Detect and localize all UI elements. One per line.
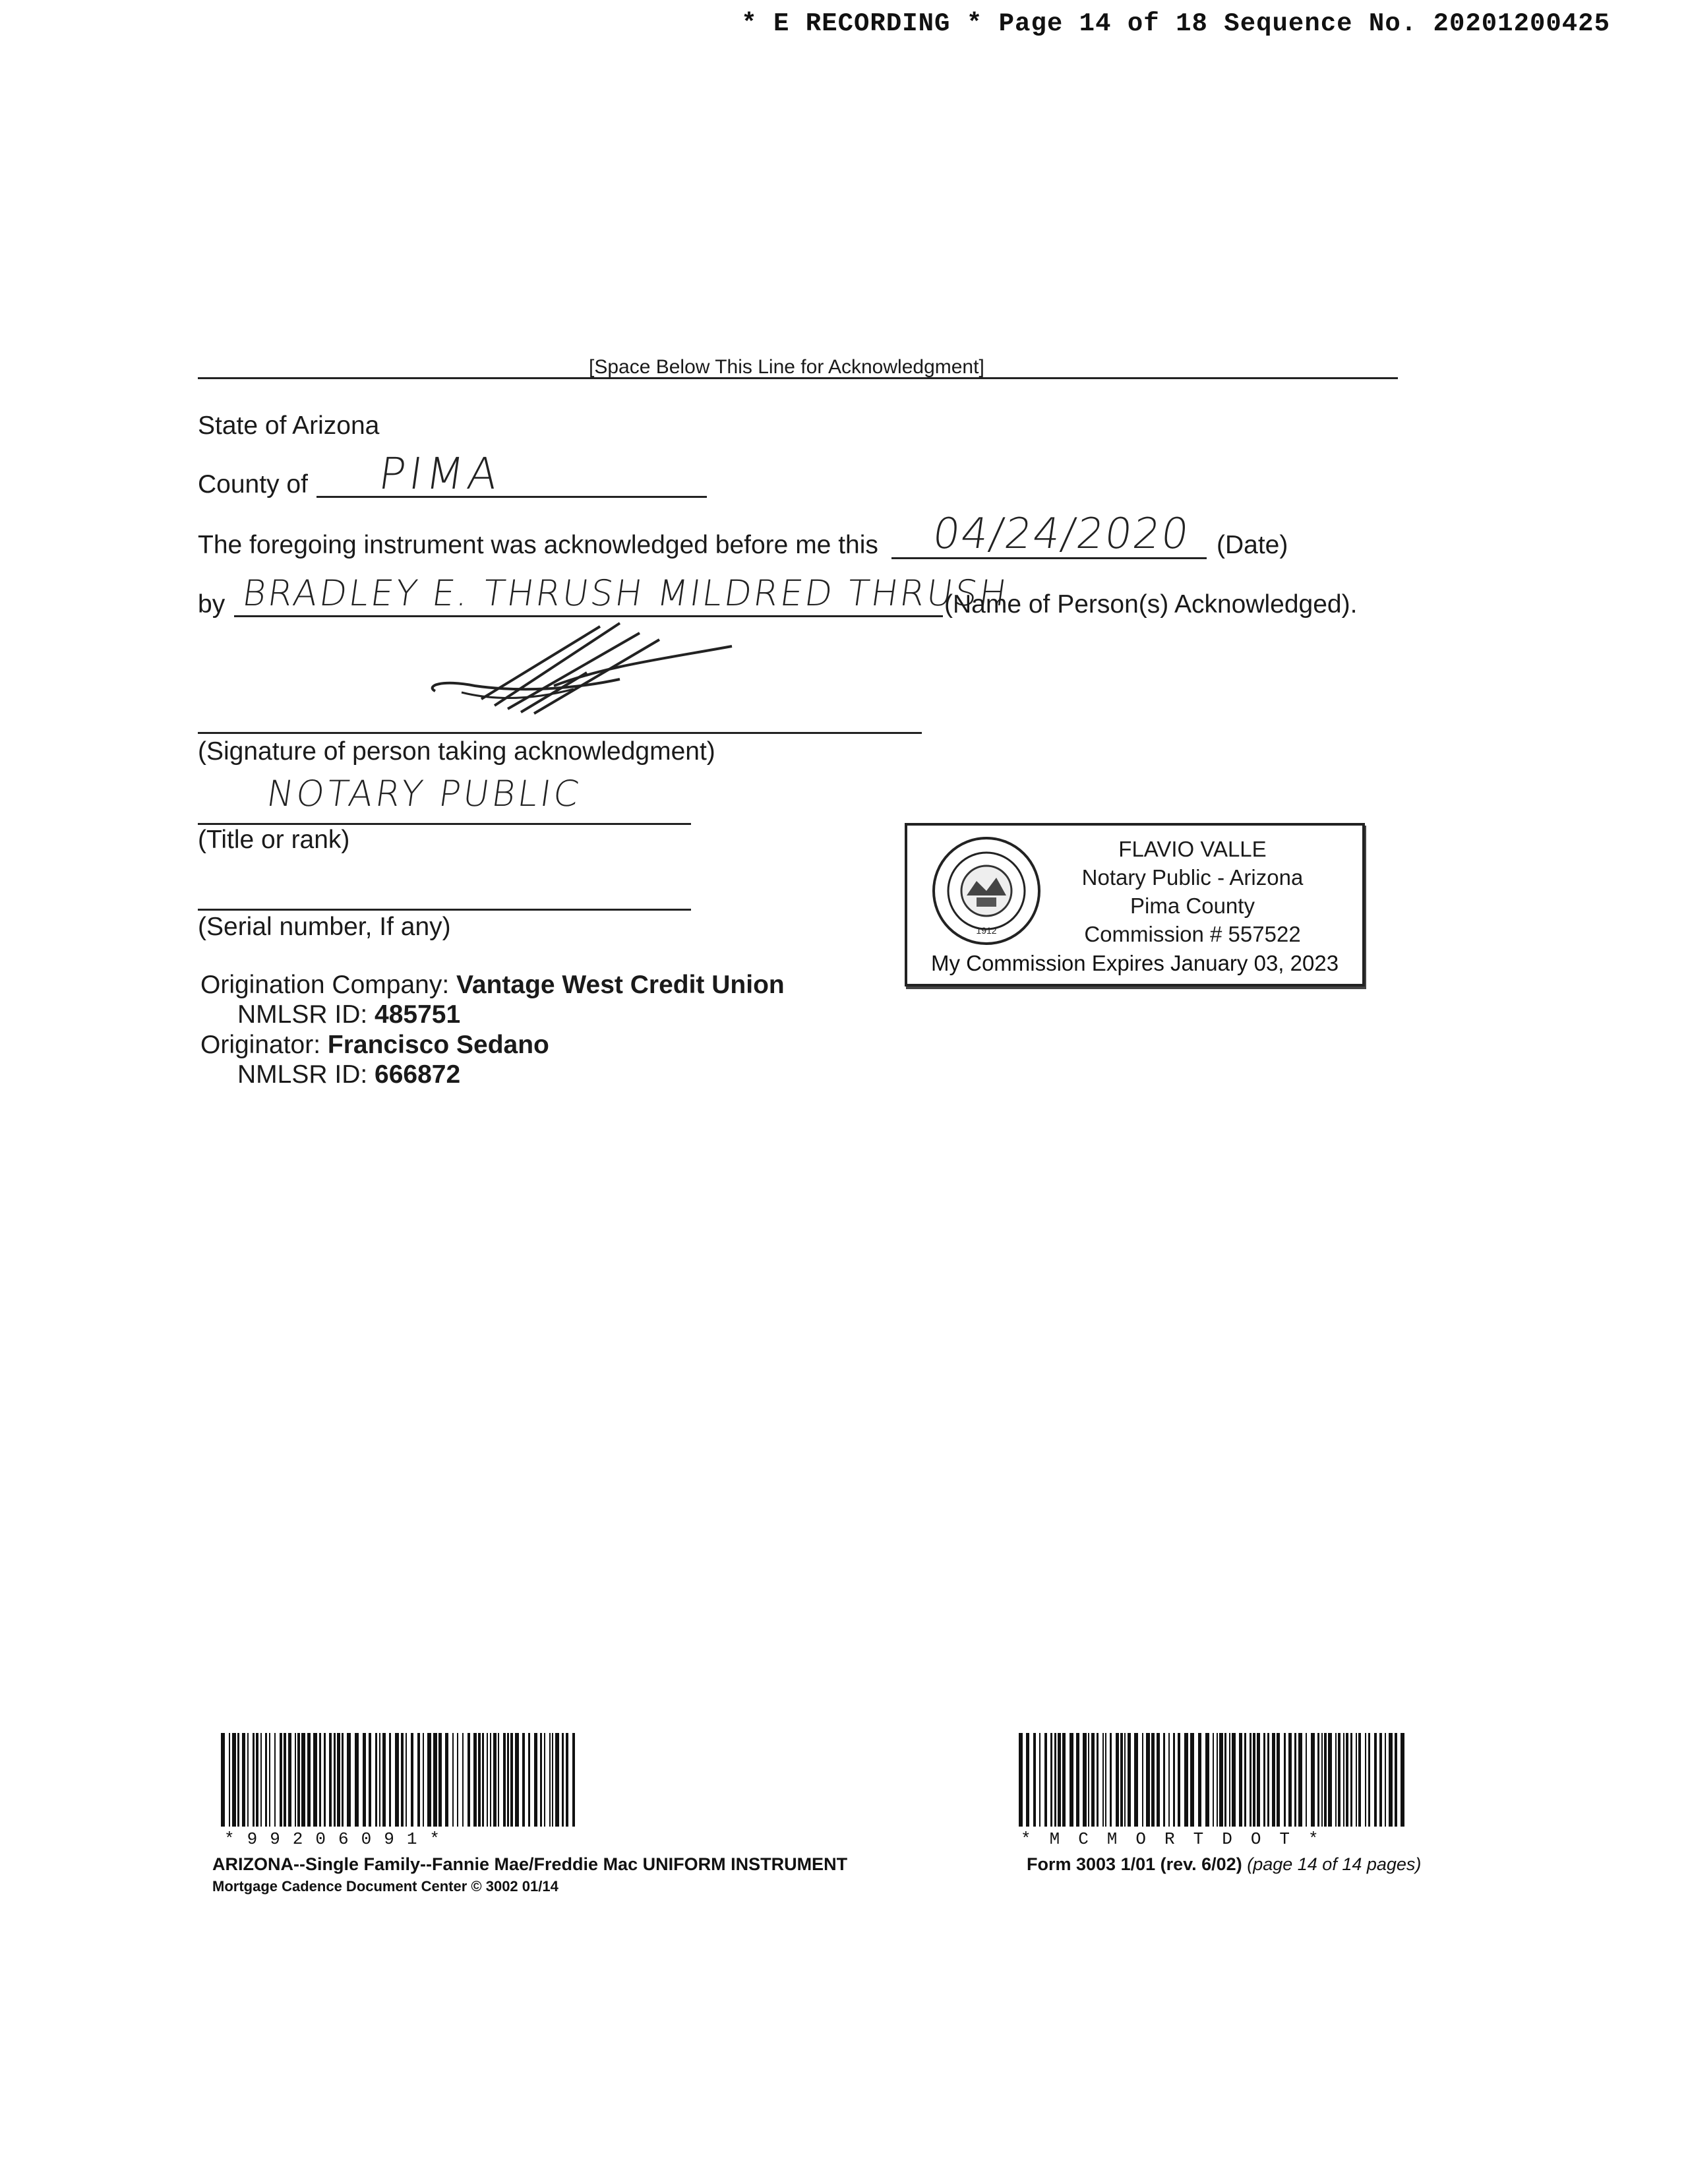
barcode-bar [1379,1733,1382,1827]
barcode-bar [427,1733,431,1827]
footer-instrument-title: ARIZONA--Single Family--Fannie Mae/Freddie Mac UNIFORM INSTRUMENT [212,1854,848,1874]
barcode-bar [1317,1733,1319,1827]
barcode-bar [1311,1733,1315,1827]
barcode-bar [549,1733,551,1827]
barcode-bar [1070,1733,1073,1827]
barcode-bar [324,1733,326,1827]
barcode-bar [369,1733,371,1827]
barcode-bar [490,1733,491,1827]
barcode-bar [355,1733,359,1827]
barcode-bar [375,1733,377,1827]
title-caption: (Title or rank) [198,826,350,854]
seal-year: 1912 [976,925,997,936]
barcode-bar [1324,1733,1327,1827]
barcode-bar [382,1733,386,1827]
barcode-bar [1224,1733,1226,1827]
barcode-bar [572,1733,575,1827]
barcode-bar [1250,1733,1251,1827]
footer-page-count: (page 14 of 14 pages) [1247,1854,1422,1874]
notary-county: Pima County [1130,894,1255,918]
barcode-bar [1277,1733,1280,1827]
barcode-bar [1217,1733,1218,1827]
barcode-bar [1151,1733,1155,1827]
barcode-bar [313,1733,317,1827]
barcode-bar [1244,1733,1246,1827]
barcode-bar [284,1733,286,1827]
barcode-bar [1253,1733,1255,1827]
barcode-bar [253,1733,255,1827]
barcode-bar [229,1733,230,1827]
barcode-bar [1232,1733,1236,1827]
barcode-bar [1198,1733,1201,1827]
county-label: County of [198,470,308,499]
barcode-bar [1368,1733,1370,1827]
barcode-bar [1365,1733,1366,1827]
barcode-bar [462,1733,464,1827]
barcode-bar [555,1733,559,1827]
originator-nmlsr-value: 666872 [375,1060,461,1089]
title-underline [198,823,691,825]
notary-expiration: My Commission Expires January 03, 2023 [930,951,1339,975]
footer-form-number: Form 3003 1/01 (rev. 6/02) [1027,1854,1242,1874]
barcode-bar [467,1733,470,1827]
barcode-bar [1088,1733,1089,1827]
barcode-bar [1019,1733,1023,1827]
barcode-right [1019,1733,1404,1827]
barcode-bar [1026,1733,1029,1827]
barcode-bar [1267,1733,1269,1827]
barcode-bar [1097,1733,1099,1827]
notary-name: FLAVIO VALLE [1118,837,1267,861]
originator-nmlsr-label: NMLSR ID: [237,1060,368,1089]
barcode-bar [269,1733,270,1827]
barcode-bar [329,1733,332,1827]
barcode-bar [1335,1733,1337,1827]
foregoing-label: The foregoing instrument was acknowledged before me this [198,531,878,559]
notary-signature [422,613,752,732]
barcode-bar [1076,1733,1079,1827]
barcode-bar [1157,1733,1160,1827]
barcode-bar [1321,1733,1323,1827]
barcode-bar [473,1733,477,1827]
date-handwritten: 04/24/2020 [929,510,1193,559]
barcode-bar [280,1733,282,1827]
barcode-bar [510,1733,513,1827]
barcode-bar [503,1733,506,1827]
barcode-bar [438,1733,442,1827]
barcode-bar [1142,1733,1143,1827]
barcode-bar [232,1733,236,1827]
barcode-bar [423,1733,424,1827]
barcode-bar [515,1733,519,1827]
barcode-bar [487,1733,488,1827]
company-nmlsr-value: 485751 [375,1000,461,1029]
barcode-bar [1120,1733,1123,1827]
barcode-bar [507,1733,509,1827]
barcode-bar [247,1733,249,1827]
originator-line [200,1031,549,1060]
barcode-bar [1062,1733,1066,1827]
barcode-bar [1263,1733,1265,1827]
barcode-bar [562,1733,564,1827]
arizona-seal-icon [930,835,1042,947]
barcode-bar [452,1733,454,1827]
barcode-bar [1358,1733,1361,1827]
by-label: by [198,590,226,619]
barcode-bar [395,1733,399,1827]
barcode-bar [534,1733,537,1827]
names-suffix: (Name of Person(s) Acknowledged). [944,590,1358,619]
barcode-bar [1284,1733,1286,1827]
barcode-bar [389,1733,391,1827]
names-handwritten: BRADLEY E. THRUSH MILDRED THRUSH [239,572,1011,614]
barcode-bar [1105,1733,1106,1827]
barcode-left [221,1733,577,1827]
barcode-bar [1050,1733,1052,1827]
barcode-bar [1190,1733,1194,1827]
barcode-bar [1239,1733,1242,1827]
barcode-bar [1401,1733,1404,1827]
barcode-bar [1298,1733,1302,1827]
barcode-bar [411,1733,413,1827]
barcode-left-caption: *99206091* [224,1829,453,1849]
barcode-bar [1054,1733,1056,1827]
barcode-bar [1338,1733,1341,1827]
barcode-bar [288,1733,291,1827]
barcode-bar [363,1733,366,1827]
barcode-bar [1205,1733,1209,1827]
date-suffix: (Date) [1217,531,1288,559]
originator-label: Originator: [200,1031,321,1059]
barcode-bar [401,1733,404,1827]
barcode-bar [1257,1733,1260,1827]
barcode-bar [1395,1733,1397,1827]
barcode-bar [1178,1733,1180,1827]
barcode-bar [1039,1733,1040,1827]
barcode-bar [265,1733,267,1827]
company-nmlsr-label: NMLSR ID: [237,1000,368,1029]
origination-company-label: Origination Company: [200,971,450,999]
notary-commission: Commission # 557522 [1084,922,1301,946]
barcode-bar [1058,1733,1061,1827]
barcode-bar [457,1733,458,1827]
barcode-bar [334,1733,336,1827]
barcode-bar [1229,1733,1230,1827]
barcode-bar [1306,1733,1307,1827]
barcode-bar [260,1733,262,1827]
barcode-bar [1116,1733,1119,1827]
barcode-bar [522,1733,525,1827]
barcode-bar [528,1733,530,1827]
serial-underline [198,909,691,911]
title-handwritten: NOTARY PUBLIC [264,773,584,814]
barcode-bar [307,1733,311,1827]
barcode-bar [1044,1733,1047,1827]
originator-value: Francisco Sedano [327,1031,549,1059]
barcode-bar [445,1733,448,1827]
barcode-bar [482,1733,484,1827]
barcode-bar [1033,1733,1036,1827]
barcode-bar [1163,1733,1165,1827]
barcode-bar [1091,1733,1095,1827]
serial-caption: (Serial number, If any) [198,913,451,941]
signature-caption: (Signature of person taking acknowledgment) [198,737,715,766]
county-handwritten: PIMA [375,448,505,499]
barcode-bar [1343,1733,1344,1827]
barcode-bar [379,1733,380,1827]
signature-underline [198,732,922,734]
origination-company-line [200,971,785,1000]
barcode-bar [1110,1733,1112,1827]
barcode-bar [433,1733,437,1827]
barcode-bar [1146,1733,1150,1827]
barcode-bar [1184,1733,1188,1827]
barcode-bar [478,1733,481,1827]
footer-form-line [1027,1854,1421,1875]
barcode-bar [221,1733,225,1827]
barcode-bar [1219,1733,1223,1827]
barcode-bar [1213,1733,1214,1827]
barcode-bar [256,1733,258,1827]
barcode-bar [242,1733,245,1827]
barcode-bar [552,1733,553,1827]
barcode-bar [493,1733,497,1827]
barcode-bar [1288,1733,1292,1827]
barcode-bar [274,1733,276,1827]
barcode-bar [1374,1733,1377,1827]
barcode-bar [1328,1733,1332,1827]
barcode-bar [1385,1733,1386,1827]
barcode-bar [1389,1733,1393,1827]
footer-document-center: Mortgage Cadence Document Center © 3002 01/14 [212,1878,558,1895]
company-nmlsr-line [237,1000,460,1029]
recording-header: * E RECORDING * Page 14 of 18 Sequence No. 20201200425 [741,9,1610,38]
barcode-bar [1272,1733,1275,1827]
barcode-bar [1083,1733,1087,1827]
barcode-bar [406,1733,407,1827]
origination-company-value: Vantage West Credit Union [456,971,785,999]
barcode-bar [1350,1733,1352,1827]
barcode-bar [498,1733,499,1827]
barcode-bar [1128,1733,1131,1827]
barcode-bar [337,1733,340,1827]
acknowledgment-divider-label: [Space Below This Line for Acknowledgment] [589,356,984,378]
barcode-bar [319,1733,321,1827]
barcode-bar [1168,1733,1170,1827]
barcode-bar [566,1733,568,1827]
notary-title: Notary Public - Arizona [1081,865,1304,890]
barcode-bar [544,1733,545,1827]
barcode-bar [297,1733,300,1827]
notary-stamp-text [1036,835,1349,948]
barcode-bar [1124,1733,1126,1827]
barcode-bar [342,1733,344,1827]
barcode-right-caption: *MCMORTDOT* [1021,1829,1337,1849]
barcode-bar [347,1733,351,1827]
barcode-bar [1294,1733,1296,1827]
barcode-bar [295,1733,296,1827]
barcode-bar [237,1733,239,1827]
barcode-bar [1356,1733,1357,1827]
barcode-bar [1134,1733,1138,1827]
state-line: State of Arizona [198,411,380,440]
barcode-bar [1346,1733,1348,1827]
barcode-bar [417,1733,420,1827]
barcode-bar [540,1733,542,1827]
barcode-bar [1173,1733,1175,1827]
barcode-bar [1102,1733,1104,1827]
originator-nmlsr-line [237,1060,460,1089]
barcode-bar [301,1733,305,1827]
notary-stamp [905,823,1365,986]
